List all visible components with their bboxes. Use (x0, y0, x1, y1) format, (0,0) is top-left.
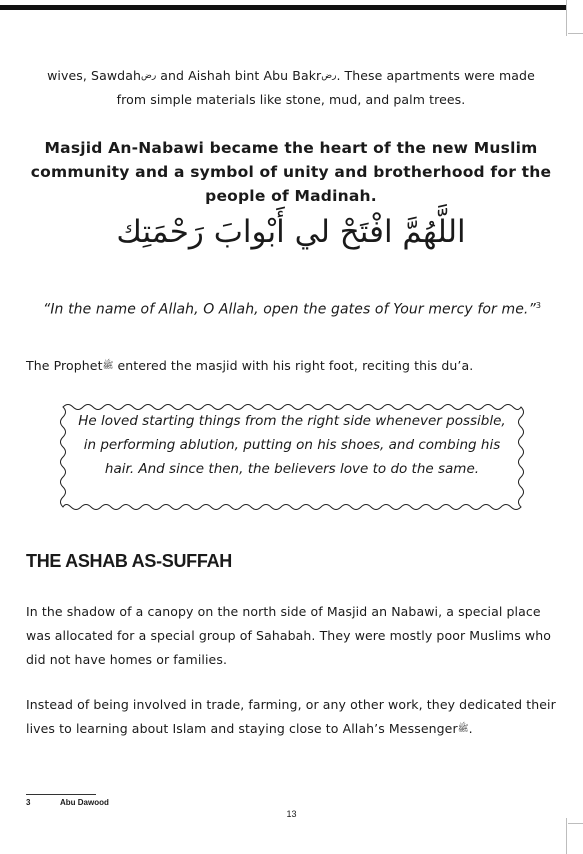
intro-text-4: from simple materials like stone, mud, and palm trees. (116, 92, 466, 107)
suffah-paragraph-2-end: . (468, 721, 473, 736)
masjid-heading: Masjid An-Nabawi became the heart of the new Muslim community and a symbol of unity and brotherhood for the people of Madinah. (30, 139, 552, 205)
page-number: 13 (286, 809, 297, 819)
entered-text-1: The Prophet (26, 358, 103, 373)
footnote-divider (26, 794, 96, 795)
top-border-rule (0, 5, 566, 10)
crop-mark-top-right (566, 0, 567, 36)
prophet-entered-paragraph (26, 354, 556, 378)
suffah-paragraph-1: In the shadow of a canopy on the north side of Masjid an Nabawi, a special place was allocated for a special group of Sahabah. They were mostly poor Muslims who did not have homes or families. (26, 604, 551, 667)
intro-text-2: and Aishah bint Abu Bakr (156, 68, 322, 83)
crop-mark-bottom-right (566, 818, 567, 854)
honorific-female-glyph: رض (140, 71, 157, 81)
callout-quote: He loved starting things from the right side whenever possible, in performing ablution, putting on his shoes, and combing his hair. And since then, the believers love to do the same. (78, 413, 506, 477)
section-title: THE ASHAB AS-SUFFAH (26, 551, 232, 571)
wavy-callout-box (57, 401, 527, 515)
salawat-glyph: ﷺ (102, 361, 114, 371)
entered-text-2: entered the masjid with his right foot, reciting this du’a. (113, 358, 474, 373)
footnote (26, 798, 109, 807)
footnote-text: Abu Dawood (60, 798, 109, 807)
crop-mark-top-right-h (568, 33, 583, 34)
dua-translation-text: “In the name of Allah, O Allah, open the gates of Your mercy for me.” (42, 301, 536, 318)
arabic-dua: اللَّهُمَّ افْتَحْ لي أَبْوابَ رَحْمَتِك (116, 214, 466, 250)
suffah-paragraph-2 (26, 693, 556, 741)
crop-mark-bottom-right-h (568, 823, 583, 824)
intro-text-3: . These apartments were made (336, 68, 535, 83)
intro-text-1: wives, Sawdah (47, 68, 141, 83)
intro-paragraph (26, 64, 556, 112)
footnote-reference[interactable]: 3 (535, 301, 542, 310)
salawat-glyph-2: ﷺ (457, 724, 469, 734)
footnote-number: 3 (26, 798, 31, 807)
honorific-female-glyph-2: رض (321, 71, 337, 81)
suffah-paragraph-2-text: Instead of being involved in trade, farming, or any other work, they dedicated their lives to learning about Islam and staying close to Allah’s Messenger (26, 697, 556, 736)
dua-translation (40, 294, 544, 322)
